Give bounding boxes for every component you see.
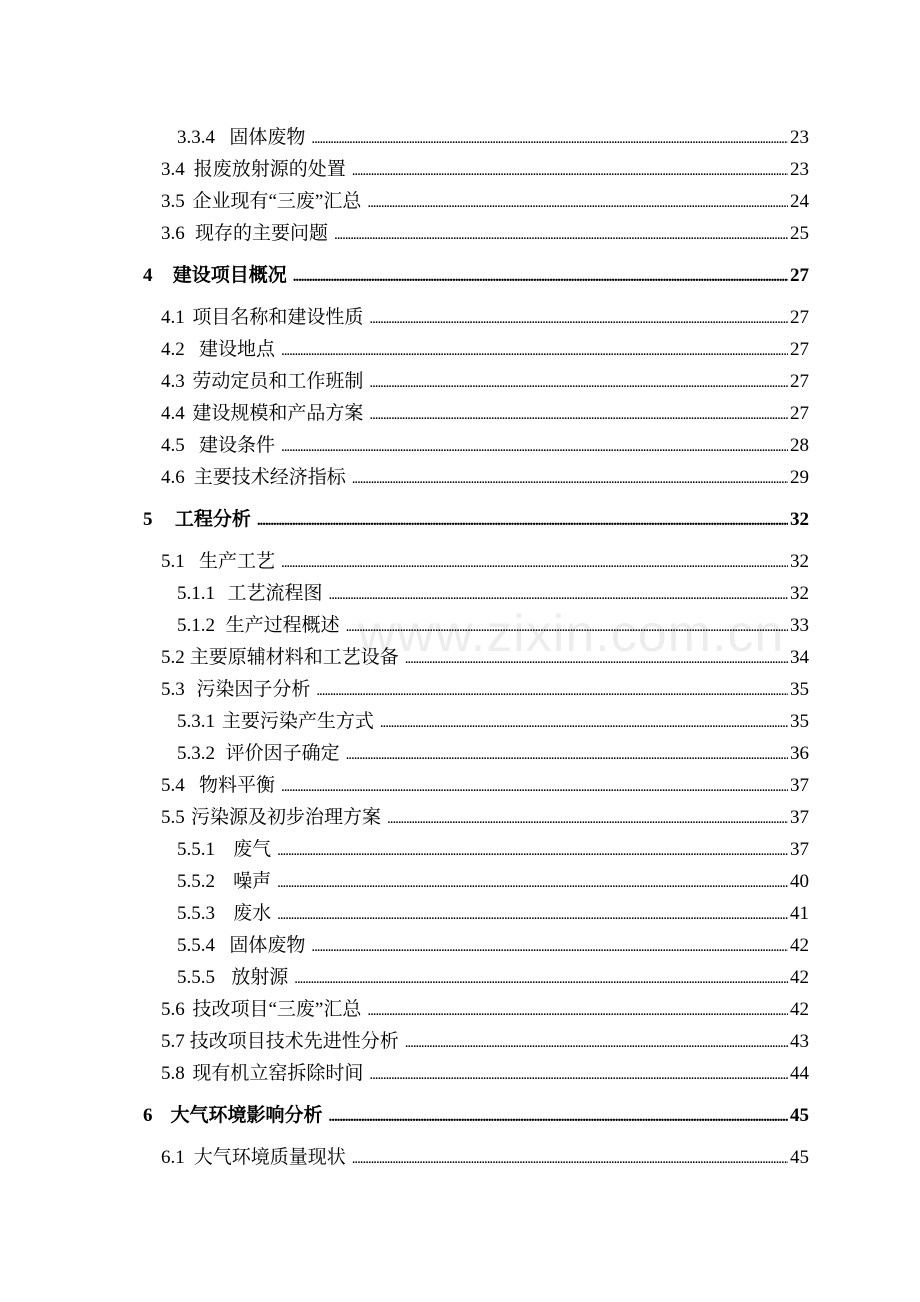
toc-number: 4.6 [161, 467, 185, 488]
leader-dots [352, 158, 788, 183]
toc-entry[interactable] [177, 966, 809, 991]
toc-page: 27 [790, 307, 809, 328]
toc-page: 23 [790, 159, 809, 180]
toc-entry[interactable] [161, 678, 809, 703]
toc-title: 现存的主要问题 [195, 223, 329, 244]
toc-page: 42 [790, 935, 809, 956]
leader-dots [352, 466, 788, 491]
toc-number: 4.4 [161, 403, 185, 424]
toc-title: 技改项目“三废”汇总 [192, 999, 362, 1020]
toc-entry[interactable] [161, 774, 809, 799]
toc-number: 5.5.3 [177, 903, 215, 924]
toc-title: 生产过程概述 [225, 615, 340, 636]
toc-entry[interactable] [177, 126, 809, 151]
toc-page: 33 [790, 615, 809, 636]
watermark: www.zixin.com.cn [358, 605, 785, 663]
toc-entry[interactable] [161, 158, 809, 183]
toc-page: 27 [790, 403, 809, 424]
toc-page: 36 [790, 743, 809, 764]
toc-chapter-entry[interactable] [143, 508, 809, 533]
toc-entry[interactable] [161, 550, 809, 575]
toc-page: 27 [790, 265, 809, 286]
toc-number: 5.3.1 [177, 711, 215, 732]
toc-number: 5.1 [161, 551, 185, 572]
toc-entry[interactable] [161, 190, 809, 215]
leader-dots [367, 998, 788, 1023]
toc-number: 5.1.2 [177, 615, 215, 636]
toc-title: 建设地点 [198, 339, 275, 360]
leader-dots [367, 190, 788, 215]
leader-dots [369, 402, 788, 427]
toc-number: 3.4 [161, 159, 185, 180]
toc-entry[interactable] [177, 742, 809, 767]
toc-title: 企业现有“三废”汇总 [192, 191, 362, 212]
toc-title: 放射源 [231, 967, 289, 988]
leader-dots [277, 870, 788, 895]
leader-dots [316, 678, 788, 703]
toc-number: 4.5 [161, 435, 185, 456]
toc-title: 废水 [233, 903, 272, 924]
leader-dots [293, 264, 788, 289]
leader-dots [311, 934, 788, 959]
toc-number: 3.6 [161, 223, 185, 244]
toc-page: 23 [790, 127, 809, 148]
toc-entry[interactable] [177, 902, 809, 927]
toc-title: 工程分析 [174, 509, 251, 530]
toc-page: 32 [790, 583, 809, 604]
toc-title: 噪声 [233, 871, 272, 892]
toc-number: 5.5.5 [177, 967, 215, 988]
toc-title: 主要污染产生方式 [221, 711, 374, 732]
toc-number: 5 [143, 509, 153, 530]
toc-entry[interactable] [161, 370, 809, 395]
toc-title: 主要原辅材料和工艺设备 [189, 647, 399, 668]
toc-number: 5.5.2 [177, 871, 215, 892]
toc-entry[interactable] [161, 338, 809, 363]
toc-title: 污染因子分析 [196, 679, 311, 700]
toc-title: 固体废物 [229, 935, 306, 956]
toc-page: 29 [790, 467, 809, 488]
toc-title: 物料平衡 [198, 775, 275, 796]
toc-number: 5.5 [161, 807, 185, 828]
toc-number: 3.3.4 [177, 127, 215, 148]
toc-number: 6 [143, 1105, 153, 1126]
toc-number: 4.3 [161, 371, 185, 392]
toc-number: 4.1 [161, 307, 185, 328]
toc-entry[interactable] [161, 806, 809, 831]
toc-title: 评价因子确定 [225, 743, 340, 764]
toc-title: 建设项目概况 [172, 265, 287, 286]
leader-dots [346, 742, 788, 767]
leader-dots [380, 710, 788, 735]
toc-title: 大气环境质量现状 [193, 1147, 346, 1168]
toc-number: 5.8 [161, 1063, 185, 1084]
toc-page: 35 [790, 679, 809, 700]
toc-entry[interactable] [161, 306, 809, 331]
toc-page: 28 [790, 435, 809, 456]
toc-page: 32 [790, 551, 809, 572]
toc-chapter-entry[interactable] [143, 264, 809, 289]
toc-number: 6.1 [161, 1147, 185, 1168]
toc-page: 43 [790, 1031, 809, 1052]
toc-entry[interactable] [177, 934, 809, 959]
toc-page: 44 [790, 1063, 809, 1084]
toc-title: 污染源及初步治理方案 [191, 807, 382, 828]
toc-page: 40 [790, 871, 809, 892]
toc-page: 45 [790, 1105, 809, 1126]
toc-entry[interactable] [161, 1146, 809, 1171]
leader-dots [369, 1062, 788, 1087]
toc-number: 5.3 [161, 679, 185, 700]
leader-dots [281, 434, 788, 459]
leader-dots [329, 1104, 788, 1129]
toc-title: 工艺流程图 [227, 583, 323, 604]
leader-dots [369, 370, 788, 395]
toc-title: 废气 [233, 839, 272, 860]
toc-number: 5.1.1 [177, 583, 215, 604]
toc-page: 27 [790, 371, 809, 392]
toc-entry[interactable] [161, 998, 809, 1023]
toc-chapter-entry[interactable] [143, 1104, 809, 1129]
toc-title: 报废放射源的处置 [193, 159, 346, 180]
toc-number: 5.7 [161, 1031, 185, 1052]
toc-number: 4.2 [161, 339, 185, 360]
toc-title: 劳动定员和工作班制 [192, 371, 364, 392]
toc-number: 5.6 [161, 999, 185, 1020]
toc-page: 42 [790, 999, 809, 1020]
toc-title: 现有机立窑拆除时间 [192, 1063, 364, 1084]
leader-dots [352, 1146, 788, 1171]
toc-entry[interactable] [177, 870, 809, 895]
leader-dots [369, 306, 788, 331]
toc-number: 5.4 [161, 775, 185, 796]
toc-page: 24 [790, 191, 809, 212]
toc-number: 5.5.1 [177, 839, 215, 860]
toc-number: 4 [143, 265, 153, 286]
toc-title: 生产工艺 [198, 551, 275, 572]
toc-page: 37 [790, 839, 809, 860]
toc-entry[interactable] [161, 402, 809, 427]
leader-dots [387, 806, 788, 831]
toc-number: 5.5.4 [177, 935, 215, 956]
leader-dots [281, 338, 788, 363]
toc-title: 技改项目技术先进性分析 [189, 1031, 399, 1052]
toc-entry[interactable] [177, 838, 809, 863]
toc-entry[interactable] [161, 1062, 809, 1087]
leader-dots [405, 1030, 788, 1055]
toc-entry[interactable] [161, 466, 809, 491]
toc-page: 32 [790, 509, 809, 530]
toc-number: 3.5 [161, 191, 185, 212]
toc-page: 34 [790, 647, 809, 668]
leader-dots [311, 126, 788, 151]
leader-dots [277, 838, 788, 863]
leader-dots [334, 222, 788, 247]
toc-number: 5.3.2 [177, 743, 215, 764]
toc-page: 27 [790, 339, 809, 360]
toc-title: 大气环境影响分析 [170, 1105, 323, 1126]
toc-entry[interactable] [161, 222, 809, 247]
toc-title: 建设规模和产品方案 [192, 403, 364, 424]
toc-entry[interactable] [177, 710, 809, 735]
leader-dots [257, 508, 788, 533]
toc-title: 固体废物 [229, 127, 306, 148]
toc-page: 37 [790, 775, 809, 796]
toc-page: 42 [790, 967, 809, 988]
leader-dots [281, 550, 788, 575]
leader-dots [281, 774, 788, 799]
leader-dots [277, 902, 788, 927]
toc-title: 主要技术经济指标 [193, 467, 346, 488]
toc-entry[interactable] [161, 434, 809, 459]
toc-page: 45 [790, 1147, 809, 1168]
toc-page: 35 [790, 711, 809, 732]
toc-number: 5.2 [161, 647, 185, 668]
toc-title: 项目名称和建设性质 [192, 307, 364, 328]
leader-dots [294, 966, 788, 991]
toc-page: 25 [790, 223, 809, 244]
toc-page: 37 [790, 807, 809, 828]
toc-page: 41 [790, 903, 809, 924]
toc-title: 建设条件 [198, 435, 275, 456]
toc-entry[interactable] [161, 1030, 809, 1055]
